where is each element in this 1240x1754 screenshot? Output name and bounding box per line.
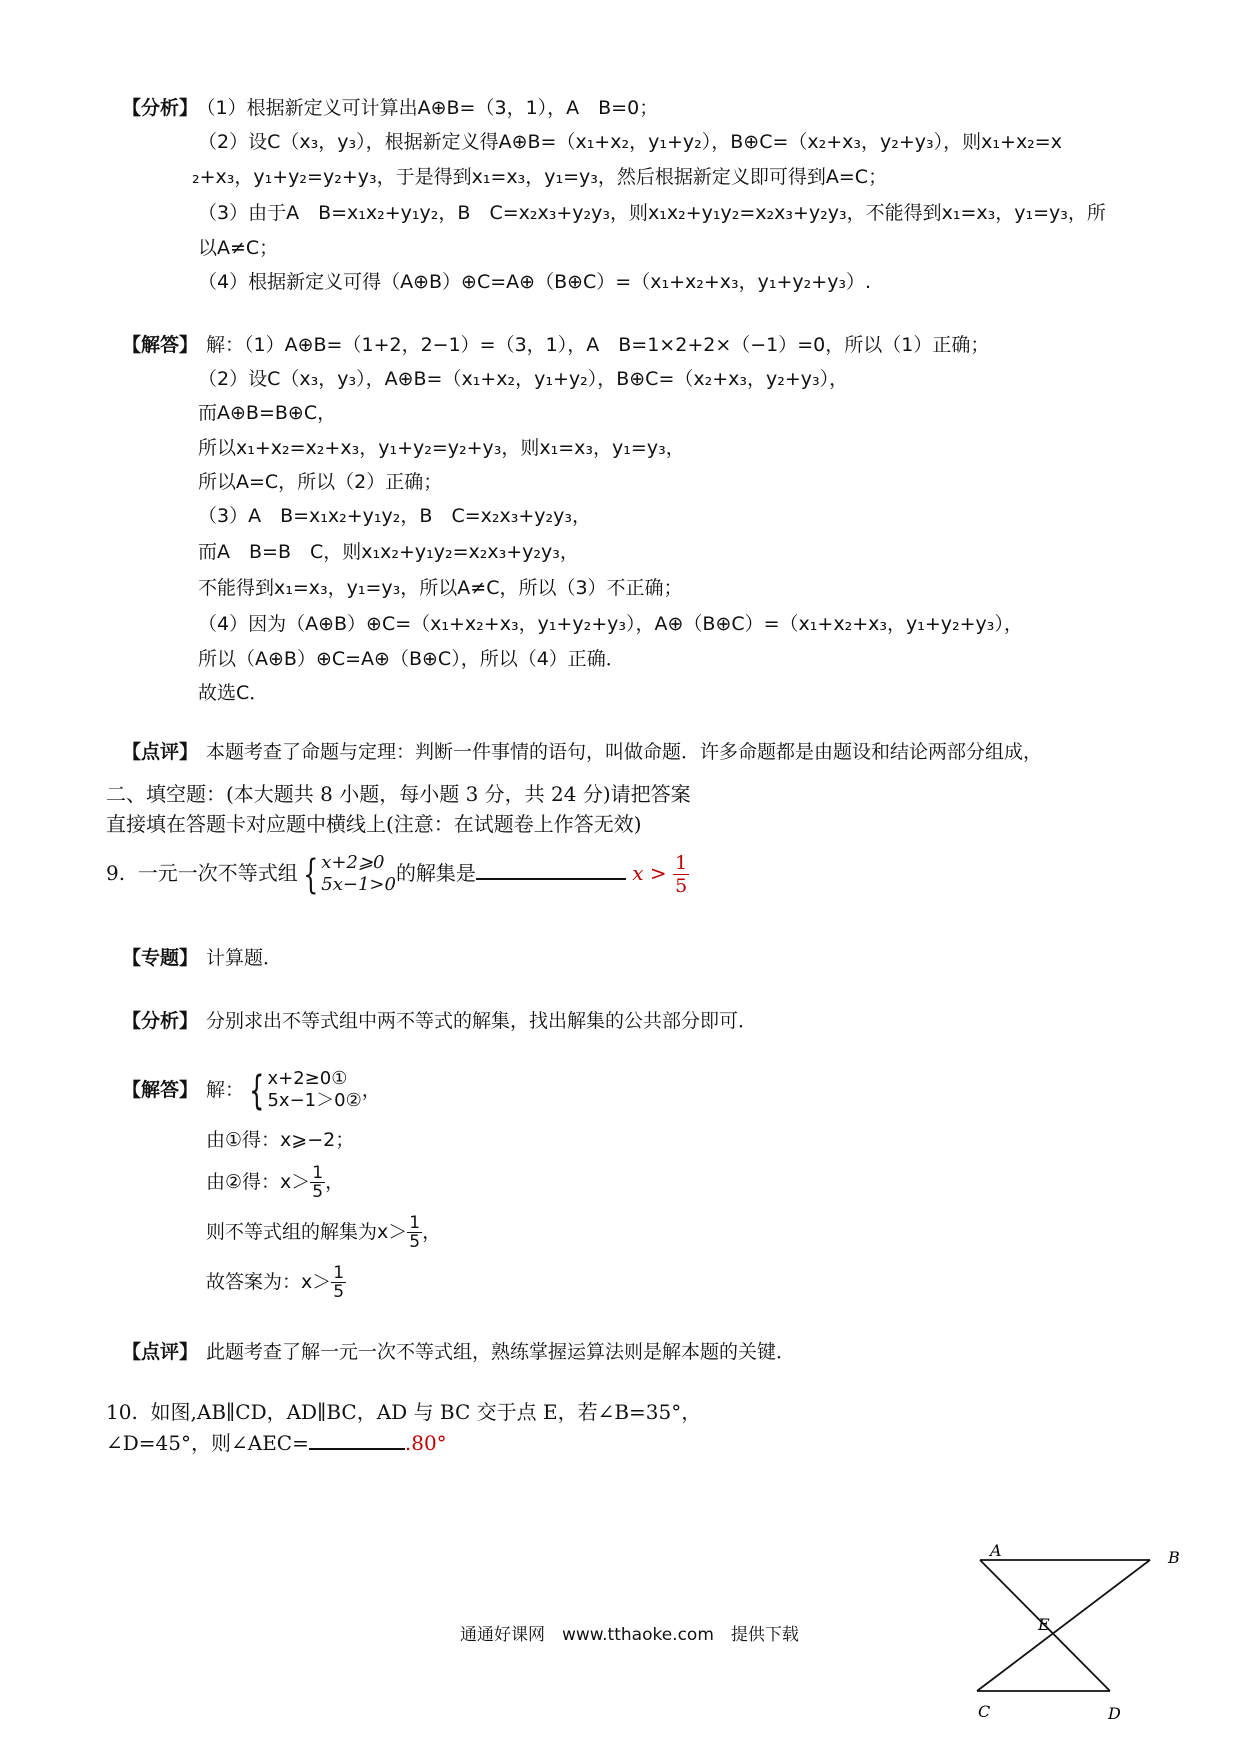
footer-source: 通通好课网 www.tthaoke.com 提供下载 [460, 1625, 799, 1645]
q9-analysis-line: 【分析】 分别求出不等式组中两不等式的解集，找出解集的公共部分即可． [122, 1010, 758, 1032]
comment-line: 【点评】 本题考查了命题与定理：判断一件事情的语句，叫做命题．许多命题都是由题设和结论两部分组成， [122, 741, 1043, 763]
analysis-line-5: 以A≠C； [198, 237, 279, 259]
inequality-system [298, 852, 396, 898]
question-9 [106, 848, 689, 898]
topic-tag: 【专题】 [122, 947, 199, 969]
step-1: 由①得：x⩾−2； [206, 1129, 355, 1151]
label-e: E [1038, 1615, 1050, 1634]
solution-line-9: （4）因为（A⊕B）⊕C=（x₁+x₂+x₃，y₁+y₂+y₃），A⊕（B⊕C）=（x₁+x₂+x₃，y₁+y₂+y₃）， [198, 613, 1023, 635]
solution-line-1: 【解答】 解：（1）A⊕B=（1+2，2−1）=（3，1），A B=1×2+2×（−1）=0，所以（1）正确； [122, 334, 990, 356]
solution-line-6: （3）A B=x₁x₂+y₁y₂，B C=x₂x₃+y₂y₃， [198, 505, 591, 527]
q9-comment-line: 【点评】 此题考查了解一元一次不等式组，熟练掌握运算法则是解本题的关键． [122, 1341, 796, 1363]
solution-line-2: （2）设C（x₃，y₃），A⊕B=（x₁+x₂，y₁+y₂），B⊕C=（x₂+x₃，y₂+y₃）， [198, 368, 849, 390]
question-10-line-2: ∠D=45°，则∠AEC= .80° [106, 1431, 447, 1455]
solution-line-4: 所以x₁+x₂=x₂+x₃，y₁+y₂=y₂+y₃，则x₁=x₃，y₁=y₃， [198, 437, 685, 459]
answer-denominator: 5 [675, 875, 688, 897]
q9-comment-tag: 【点评】 [122, 1341, 199, 1363]
brace-icon: { [302, 851, 319, 898]
figure-svg [970, 1541, 1190, 1735]
answer-blank [309, 1430, 405, 1450]
analysis-line-4: （3）由于A B=x₁x₂+y₁y₂，B C=x₂x₃+y₂y₃，则x₁x₂+y₁y₂=x₂x₃+y₂y₃，不能得到x₁=x₃，y₁=y₃，所 [198, 202, 1106, 224]
q9-solution-tag: 【解答】 [122, 1079, 199, 1101]
analysis-line-6: （4）根据新定义可得（A⊕B）⊕C=A⊕（B⊕C）=（x₁+x₂+x₃，y₁+y₂+y₃）. [198, 271, 872, 293]
comment-tag: 【点评】 [122, 741, 199, 763]
solution-line-8: 不能得到x₁=x₃，y₁=y₃，所以A≠C，所以（3）不正确； [198, 577, 683, 599]
geometry-figure [970, 1541, 1190, 1735]
analysis-line-3: ₂+x₃，y₁+y₂=y₂+y₃，于是得到x₁=x₃，y₁=y₃，然后根据新定义即可得到A=C； [192, 166, 888, 188]
step-4: 故答案为：x＞ $\frac{1}{5}$ [206, 1263, 345, 1302]
answer-numerator: 1 [675, 852, 688, 874]
question-10-line-1: 10. 如图,AB∥CD，AD∥BC，AD 与 BC 交于点 E，若∠B=35°， [106, 1400, 702, 1424]
solution-inequality-1: x+2≥0① [267, 1067, 348, 1089]
q9-solution-line: 【解答】 解： { x+2≥0① 5x−1＞0② ， [122, 1067, 381, 1114]
label-b: B [1168, 1548, 1180, 1567]
question-suffix: 的解集是 [395, 861, 476, 885]
answer: .80° [404, 1431, 447, 1455]
question-number: 10. [106, 1400, 138, 1424]
step-2: 由②得：x＞ $\frac{1}{5}$ ， [206, 1163, 345, 1202]
question-number: 9. [106, 861, 126, 885]
analysis-tag: 【分析】 [122, 97, 199, 119]
question-stem: 一元一次不等式组 [137, 861, 298, 885]
topic-line: 【专题】 计算题． [122, 947, 283, 969]
answer-blank [476, 860, 626, 880]
solution-inequality-2: 5x−1＞0② [267, 1089, 362, 1111]
solution-line-7: 而A B=B C，则x₁x₂+y₁y₂=x₂x₃+y₂y₃， [198, 541, 579, 563]
q9-analysis-tag: 【分析】 [122, 1010, 199, 1032]
inequality-2: 5x−1>0 [321, 873, 396, 895]
section-header-line-2: 直接填在答题卡对应题中横线上(注意：在试题卷上作答无效) [106, 812, 642, 836]
solution-line-3: 而A⊕B=B⊕C， [198, 402, 337, 424]
label-a: A [990, 1541, 1002, 1560]
answer: x > $\frac{1}{5}$ [632, 852, 688, 897]
solution-line-5: 所以A=C，所以（2）正确； [198, 471, 443, 493]
analysis-line-2: （2）设C（x₃，y₃），根据新定义得A⊕B=（x₁+x₂，y₁+y₂），B⊕C=（x₂+x₃，y₂+y₃），则x₁+x₂=x [198, 131, 1062, 153]
section-header-line-1: 二、填空题：(本大题共 8 小题，每小题 3 分，共 24 分)请把答案 [106, 782, 691, 806]
label-c: C [978, 1702, 991, 1721]
brace-icon: { [249, 1067, 265, 1114]
solution-line-10: 所以（A⊕B）⊕C=A⊕（B⊕C），所以（4）正确． [198, 648, 625, 670]
solution-tag: 【解答】 [122, 334, 199, 356]
segment-bc [977, 1560, 1150, 1691]
solution-line-11: 故选C． [198, 682, 269, 704]
solution-system [244, 1068, 362, 1114]
analysis-line-1: 【分析】 （1）根据新定义可计算出A⊕B=（3，1），A B=0； [122, 97, 659, 119]
inequality-1: x+2⩾0 [321, 851, 385, 873]
step-3: 则不等式组的解集为x＞ $\frac{1}{5}$ ， [206, 1213, 442, 1252]
label-d: D [1108, 1704, 1121, 1723]
